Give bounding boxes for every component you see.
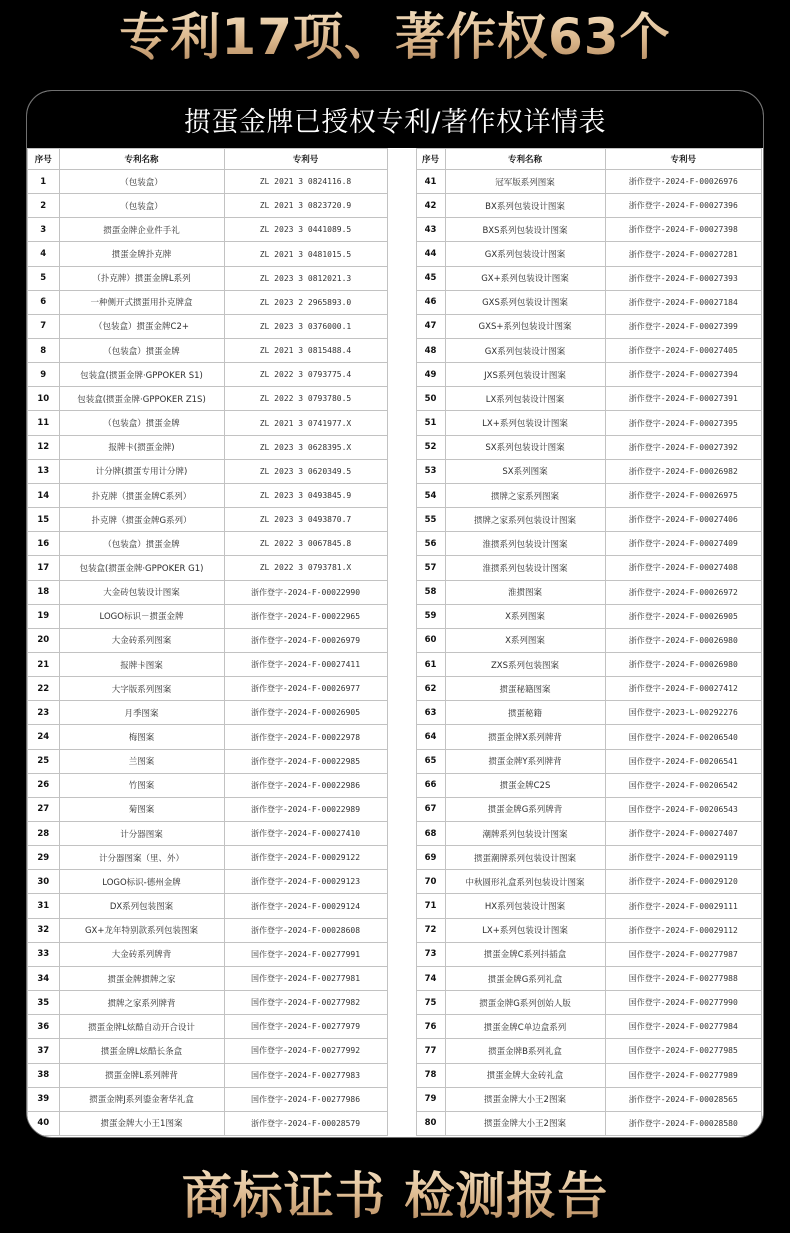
patent-number: 国作登字-2024-F-00277992 — [225, 1039, 388, 1063]
patent-name: 掼牌之家系列牌背 — [60, 991, 225, 1015]
card-title: 掼蛋金牌已授权专利/著作权详情表 — [183, 107, 607, 138]
patent-number: 浙作登字-2024-F-00027391 — [606, 387, 763, 411]
patent-name: SX系列图案 — [446, 460, 606, 484]
row-index: 36 — [27, 1015, 60, 1039]
row-index: 4 — [27, 242, 60, 266]
patent-number: 浙作登字-2024-F-00022965 — [225, 605, 388, 629]
ip-table-right — [416, 148, 763, 1136]
patent-name: （包装盒） — [60, 194, 225, 218]
row-index: 21 — [27, 653, 60, 677]
patent-number: ZL 2023 2 2965893.0 — [225, 291, 388, 315]
patent-number: 浙作登字-2024-F-00029119 — [606, 846, 763, 870]
patent-number: 浙作登字-2024-F-00028579 — [225, 1112, 388, 1136]
row-index: 16 — [27, 532, 60, 556]
patent-name: 掼蛋金牌J系列鎏金奢华礼盒 — [60, 1088, 225, 1112]
row-index: 28 — [27, 822, 60, 846]
patent-name: 掼蛋金牌大金砖礼盒 — [446, 1064, 606, 1088]
footer-headline: 商标证书 检测报告 — [0, 1166, 790, 1226]
patent-number: 浙作登字-2024-F-00027392 — [606, 436, 763, 460]
row-index: 60 — [416, 629, 446, 653]
row-index: 52 — [416, 436, 446, 460]
patent-name: 报牌卡(掼蛋金牌) — [60, 436, 225, 460]
row-index: 48 — [416, 339, 446, 363]
patent-name: 掼蛋金牌企业件手礼 — [60, 218, 225, 242]
patent-name: 掼蛋秘籍图案 — [446, 677, 606, 701]
column-header-number: 专利号 — [225, 148, 388, 170]
patent-name: 菊图案 — [60, 798, 225, 822]
row-index: 19 — [27, 605, 60, 629]
patent-number: 浙作登字-2024-F-00027398 — [606, 218, 763, 242]
patent-number: 国作登字-2024-F-00206542 — [606, 774, 763, 798]
patent-name: 大金砖系列牌背 — [60, 943, 225, 967]
patent-name: LX+系列包装设计图案 — [446, 919, 606, 943]
patent-number: 国作登字-2024-F-00277981 — [225, 967, 388, 991]
patent-number: 浙作登字-2024-F-00022990 — [225, 581, 388, 605]
patent-name: 扑克牌（掼蛋金牌G系列） — [60, 508, 225, 532]
patent-number: 国作登字-2024-F-00277985 — [606, 1039, 763, 1063]
row-index: 9 — [27, 363, 60, 387]
row-index: 53 — [416, 460, 446, 484]
patent-name: 掼牌之家系列包装设计图案 — [446, 508, 606, 532]
row-index: 47 — [416, 315, 446, 339]
row-index: 3 — [27, 218, 60, 242]
row-index: 62 — [416, 677, 446, 701]
row-index: 74 — [416, 967, 446, 991]
patent-name: GX系列包装设计图案 — [446, 339, 606, 363]
patent-name: 淮掼系列包装设计图案 — [446, 532, 606, 556]
patent-name: 掼蛋金牌L炫酷自动开合设计 — [60, 1015, 225, 1039]
patent-number: ZL 2023 3 0628395.X — [225, 436, 388, 460]
row-index: 77 — [416, 1039, 446, 1063]
patent-number: 浙作登字-2024-F-00028565 — [606, 1088, 763, 1112]
patent-name: LOGO标识-德州金牌 — [60, 870, 225, 894]
patent-number: 浙作登字-2024-F-00027407 — [606, 822, 763, 846]
patent-name: 淮掼系列包装设计图案 — [446, 556, 606, 580]
patent-number: ZL 2023 3 0620349.5 — [225, 460, 388, 484]
row-index: 20 — [27, 629, 60, 653]
patent-number: 国作登字-2024-F-00277989 — [606, 1064, 763, 1088]
patent-number: 浙作登字-2024-F-00026975 — [606, 484, 763, 508]
row-index: 33 — [27, 943, 60, 967]
patent-name: BXS系列包装设计图案 — [446, 218, 606, 242]
patent-name: （包装盒）掼蛋金牌 — [60, 339, 225, 363]
patent-name: 梅图案 — [60, 725, 225, 749]
row-index: 5 — [27, 267, 60, 291]
row-index: 68 — [416, 822, 446, 846]
row-index: 14 — [27, 484, 60, 508]
patent-number: ZL 2021 3 0481015.5 — [225, 242, 388, 266]
patent-name: DX系列包装图案 — [60, 894, 225, 918]
patent-name: 中秋圆形礼盒系列包装设计图案 — [446, 870, 606, 894]
row-index: 71 — [416, 894, 446, 918]
patent-name: 掼蛋金牌L炫酷长条盒 — [60, 1039, 225, 1063]
patent-number: 浙作登字-2024-F-00027394 — [606, 363, 763, 387]
card-body — [27, 148, 763, 1136]
patent-name: （包装盒） — [60, 170, 225, 194]
row-index: 7 — [27, 315, 60, 339]
patent-name: 报牌卡图案 — [60, 653, 225, 677]
column-header-number: 专利号 — [606, 148, 763, 170]
patent-name: 计分器图案 — [60, 822, 225, 846]
patent-number: 浙作登字-2024-F-00027399 — [606, 315, 763, 339]
patent-number: ZL 2023 3 0812021.3 — [225, 267, 388, 291]
row-index: 1 — [27, 170, 60, 194]
patent-number: 浙作登字-2024-F-00029124 — [225, 894, 388, 918]
patent-number: 国作登字-2024-F-00277983 — [225, 1064, 388, 1088]
patent-number: 国作登字-2024-F-00277987 — [606, 943, 763, 967]
patent-name: HX系列包装设计图案 — [446, 894, 606, 918]
row-index: 29 — [27, 846, 60, 870]
patent-name: SX系列包装设计图案 — [446, 436, 606, 460]
patent-name: 掼蛋金牌大小王2图案 — [446, 1112, 606, 1136]
patent-number: ZL 2022 3 0793781.X — [225, 556, 388, 580]
patent-number: 浙作登字-2024-F-00029112 — [606, 919, 763, 943]
row-index: 34 — [27, 967, 60, 991]
row-index: 67 — [416, 798, 446, 822]
row-index: 10 — [27, 387, 60, 411]
row-index: 32 — [27, 919, 60, 943]
row-index: 38 — [27, 1064, 60, 1088]
patent-number: 浙作登字-2024-F-00027412 — [606, 677, 763, 701]
patent-number: 浙作登字-2024-F-00027393 — [606, 267, 763, 291]
patent-number: ZL 2023 3 0376000.1 — [225, 315, 388, 339]
patent-number: 浙作登字-2024-F-00027408 — [606, 556, 763, 580]
row-index: 69 — [416, 846, 446, 870]
patent-number: 浙作登字-2024-F-00022978 — [225, 725, 388, 749]
patent-name: 包装盒(掼蛋金牌·GPPOKER Z1S) — [60, 387, 225, 411]
patent-number: 浙作登字-2024-F-00026982 — [606, 460, 763, 484]
patent-number: 浙作登字-2024-F-00027395 — [606, 411, 763, 435]
patent-name: 竹图案 — [60, 774, 225, 798]
patent-number: 国作登字-2024-F-00206543 — [606, 798, 763, 822]
patent-number: 浙作登字-2024-F-00028580 — [606, 1112, 763, 1136]
patent-name: 掼蛋金牌C2S — [446, 774, 606, 798]
patent-number: ZL 2021 3 0741977.X — [225, 411, 388, 435]
patent-number: 浙作登字-2024-F-00027410 — [225, 822, 388, 846]
row-index: 57 — [416, 556, 446, 580]
patent-number: 浙作登字-2024-F-00027406 — [606, 508, 763, 532]
row-index: 27 — [27, 798, 60, 822]
patent-number: 浙作登字-2024-F-00029123 — [225, 870, 388, 894]
row-index: 12 — [27, 436, 60, 460]
patent-number: ZL 2023 3 0493870.7 — [225, 508, 388, 532]
patent-number: 浙作登字-2024-F-00027411 — [225, 653, 388, 677]
patent-number: 国作登字-2024-F-00206540 — [606, 725, 763, 749]
row-index: 30 — [27, 870, 60, 894]
patent-number: 国作登字-2024-F-00277988 — [606, 967, 763, 991]
row-index: 78 — [416, 1064, 446, 1088]
row-index: 2 — [27, 194, 60, 218]
patent-number: 浙作登字-2024-F-00026980 — [606, 629, 763, 653]
row-index: 64 — [416, 725, 446, 749]
row-index: 54 — [416, 484, 446, 508]
row-index: 72 — [416, 919, 446, 943]
patent-name: （包装盒）掼蛋金牌 — [60, 411, 225, 435]
ip-table-left — [27, 148, 388, 1136]
patent-number: 浙作登字-2024-F-00022986 — [225, 774, 388, 798]
patent-name: 掼蛋金牌B系列礼盒 — [446, 1039, 606, 1063]
patent-number: 浙作登字-2024-F-00029122 — [225, 846, 388, 870]
row-index: 43 — [416, 218, 446, 242]
patent-number: 浙作登字-2024-F-00026980 — [606, 653, 763, 677]
patent-name: JXS系列包装设计图案 — [446, 363, 606, 387]
patent-number: 国作登字-2024-F-00277984 — [606, 1015, 763, 1039]
patent-number: 浙作登字-2024-F-00027409 — [606, 532, 763, 556]
row-index: 35 — [27, 991, 60, 1015]
row-index: 59 — [416, 605, 446, 629]
column-header-name: 专利名称 — [446, 148, 606, 170]
patent-name: LX+系列包装设计图案 — [446, 411, 606, 435]
patent-name: 掼蛋潮牌系列包装设计图案 — [446, 846, 606, 870]
patent-number: 国作登字-2023-L-00292276 — [606, 701, 763, 725]
patent-number: 国作登字-2024-F-00277982 — [225, 991, 388, 1015]
row-index: 58 — [416, 581, 446, 605]
row-index: 25 — [27, 750, 60, 774]
row-index: 65 — [416, 750, 446, 774]
patent-name: LX系列包装设计图案 — [446, 387, 606, 411]
row-index: 63 — [416, 701, 446, 725]
row-index: 26 — [27, 774, 60, 798]
column-header-index: 序号 — [416, 148, 446, 170]
patent-name: X系列图案 — [446, 629, 606, 653]
patent-number: 浙作登字-2024-F-00027396 — [606, 194, 763, 218]
patent-name: 掼蛋金牌大小王1图案 — [60, 1112, 225, 1136]
row-index: 45 — [416, 267, 446, 291]
row-index: 66 — [416, 774, 446, 798]
patent-number: 国作登字-2024-F-00277986 — [225, 1088, 388, 1112]
patent-name: 计分器图案（里、外） — [60, 846, 225, 870]
patent-number: 浙作登字-2024-F-00027184 — [606, 291, 763, 315]
patent-number: 浙作登字-2024-F-00026972 — [606, 581, 763, 605]
row-index: 44 — [416, 242, 446, 266]
patent-number: 浙作登字-2024-F-00022989 — [225, 798, 388, 822]
patent-number: 浙作登字-2024-F-00029111 — [606, 894, 763, 918]
patent-name: 掼蛋金牌C单边盒系列 — [446, 1015, 606, 1039]
row-index: 50 — [416, 387, 446, 411]
patent-name: 大金砖系列图案 — [60, 629, 225, 653]
row-index: 23 — [27, 701, 60, 725]
row-index: 17 — [27, 556, 60, 580]
patent-number: 国作登字-2024-F-00277991 — [225, 943, 388, 967]
row-index: 49 — [416, 363, 446, 387]
card-header — [27, 91, 763, 148]
patent-name: 兰图案 — [60, 750, 225, 774]
patent-name: 掼蛋秘籍 — [446, 701, 606, 725]
patent-name: （包装盒）掼蛋金牌 — [60, 532, 225, 556]
patent-name: GX系列包装设计图案 — [446, 242, 606, 266]
patent-name: 掼蛋金牌X系列牌背 — [446, 725, 606, 749]
column-header-index: 序号 — [27, 148, 60, 170]
patent-name: 掼蛋金牌扑克牌 — [60, 242, 225, 266]
patent-name: 包装盒(掼蛋金牌·GPPOKER G1) — [60, 556, 225, 580]
patent-number: 浙作登字-2024-F-00027405 — [606, 339, 763, 363]
patent-name: 掼蛋金牌G系列牌背 — [446, 798, 606, 822]
patent-name: （扑克牌）掼蛋金牌L系列 — [60, 267, 225, 291]
row-index: 79 — [416, 1088, 446, 1112]
patent-name: 掼蛋金牌G系列礼盒 — [446, 967, 606, 991]
patent-name: ZXS系列包装图案 — [446, 653, 606, 677]
row-index: 46 — [416, 291, 446, 315]
row-index: 42 — [416, 194, 446, 218]
row-index: 56 — [416, 532, 446, 556]
row-index: 75 — [416, 991, 446, 1015]
patent-name: 掼蛋金牌大小王2图案 — [446, 1088, 606, 1112]
patent-number: ZL 2021 3 0823720.9 — [225, 194, 388, 218]
patent-name: GXS系列包装设计图案 — [446, 291, 606, 315]
row-index: 61 — [416, 653, 446, 677]
patent-number: 浙作登字-2024-F-00029120 — [606, 870, 763, 894]
patent-name: 扑克牌（掼蛋金牌C系列） — [60, 484, 225, 508]
row-index: 11 — [27, 411, 60, 435]
patent-number: 国作登字-2024-F-00206541 — [606, 750, 763, 774]
patent-name: 包装盒(掼蛋金牌·GPPOKER S1) — [60, 363, 225, 387]
patent-number: 浙作登字-2024-F-00026905 — [225, 701, 388, 725]
patent-name: GXS+系列包装设计图案 — [446, 315, 606, 339]
patent-number: 国作登字-2024-F-00277979 — [225, 1015, 388, 1039]
patent-name: 大字版系列图案 — [60, 677, 225, 701]
row-index: 41 — [416, 170, 446, 194]
patent-number: 浙作登字-2024-F-00022985 — [225, 750, 388, 774]
patent-name: LOGO标识－掼蛋金牌 — [60, 605, 225, 629]
patent-name: 掼蛋金牌L系列牌背 — [60, 1064, 225, 1088]
row-index: 24 — [27, 725, 60, 749]
patent-name: 掼蛋金牌G系列创始人版 — [446, 991, 606, 1015]
patent-name: 掼蛋金牌掼牌之家 — [60, 967, 225, 991]
patent-number: 浙作登字-2024-F-00026977 — [225, 677, 388, 701]
patent-name: 淮掼图案 — [446, 581, 606, 605]
patent-name: 掼蛋金牌C系列抖插盒 — [446, 943, 606, 967]
patent-name: 月季图案 — [60, 701, 225, 725]
row-index: 55 — [416, 508, 446, 532]
row-index: 51 — [416, 411, 446, 435]
patent-name: X系列图案 — [446, 605, 606, 629]
column-header-name: 专利名称 — [60, 148, 225, 170]
patent-name: 潮牌系列包装设计图案 — [446, 822, 606, 846]
row-index: 80 — [416, 1112, 446, 1136]
row-index: 8 — [27, 339, 60, 363]
row-index: 73 — [416, 943, 446, 967]
patent-number: ZL 2022 3 0793780.5 — [225, 387, 388, 411]
row-index: 70 — [416, 870, 446, 894]
row-index: 39 — [27, 1088, 60, 1112]
patent-name: 计分牌(掼蛋专用计分牌) — [60, 460, 225, 484]
patent-number: 浙作登字-2024-F-00026976 — [606, 170, 763, 194]
patent-number: 浙作登字-2024-F-00027281 — [606, 242, 763, 266]
patent-name: 大金砖包装设计图案 — [60, 581, 225, 605]
headline: 专利17项、著作权63个 — [0, 6, 790, 68]
patent-number: ZL 2023 3 0493845.9 — [225, 484, 388, 508]
patent-number: ZL 2023 3 0441089.5 — [225, 218, 388, 242]
row-index: 6 — [27, 291, 60, 315]
patent-name: （包装盒）掼蛋金牌C2+ — [60, 315, 225, 339]
row-index: 18 — [27, 581, 60, 605]
patent-name: 掼蛋金牌Y系列牌背 — [446, 750, 606, 774]
patent-number: 浙作登字-2024-F-00026905 — [606, 605, 763, 629]
patent-name: 一种侧开式掼蛋用扑克牌盒 — [60, 291, 225, 315]
patent-name: 掼牌之家系列图案 — [446, 484, 606, 508]
row-index: 15 — [27, 508, 60, 532]
patent-number: ZL 2021 3 0815488.4 — [225, 339, 388, 363]
row-index: 13 — [27, 460, 60, 484]
patent-number: 浙作登字-2024-F-00028608 — [225, 919, 388, 943]
ip-details-card — [26, 90, 764, 1138]
patent-number: 国作登字-2024-F-00277990 — [606, 991, 763, 1015]
row-index: 22 — [27, 677, 60, 701]
patent-number: 浙作登字-2024-F-00026979 — [225, 629, 388, 653]
patent-name: GX+龙年特别款系列包装图案 — [60, 919, 225, 943]
patent-number: ZL 2022 3 0067845.8 — [225, 532, 388, 556]
row-index: 76 — [416, 1015, 446, 1039]
row-index: 40 — [27, 1112, 60, 1136]
row-index: 31 — [27, 894, 60, 918]
patent-name: 冠军版系列图案 — [446, 170, 606, 194]
row-index: 37 — [27, 1039, 60, 1063]
patent-name: BX系列包装设计图案 — [446, 194, 606, 218]
patent-name: GX+系列包装设计图案 — [446, 267, 606, 291]
patent-number: ZL 2021 3 0824116.8 — [225, 170, 388, 194]
patent-number: ZL 2022 3 0793775.4 — [225, 363, 388, 387]
